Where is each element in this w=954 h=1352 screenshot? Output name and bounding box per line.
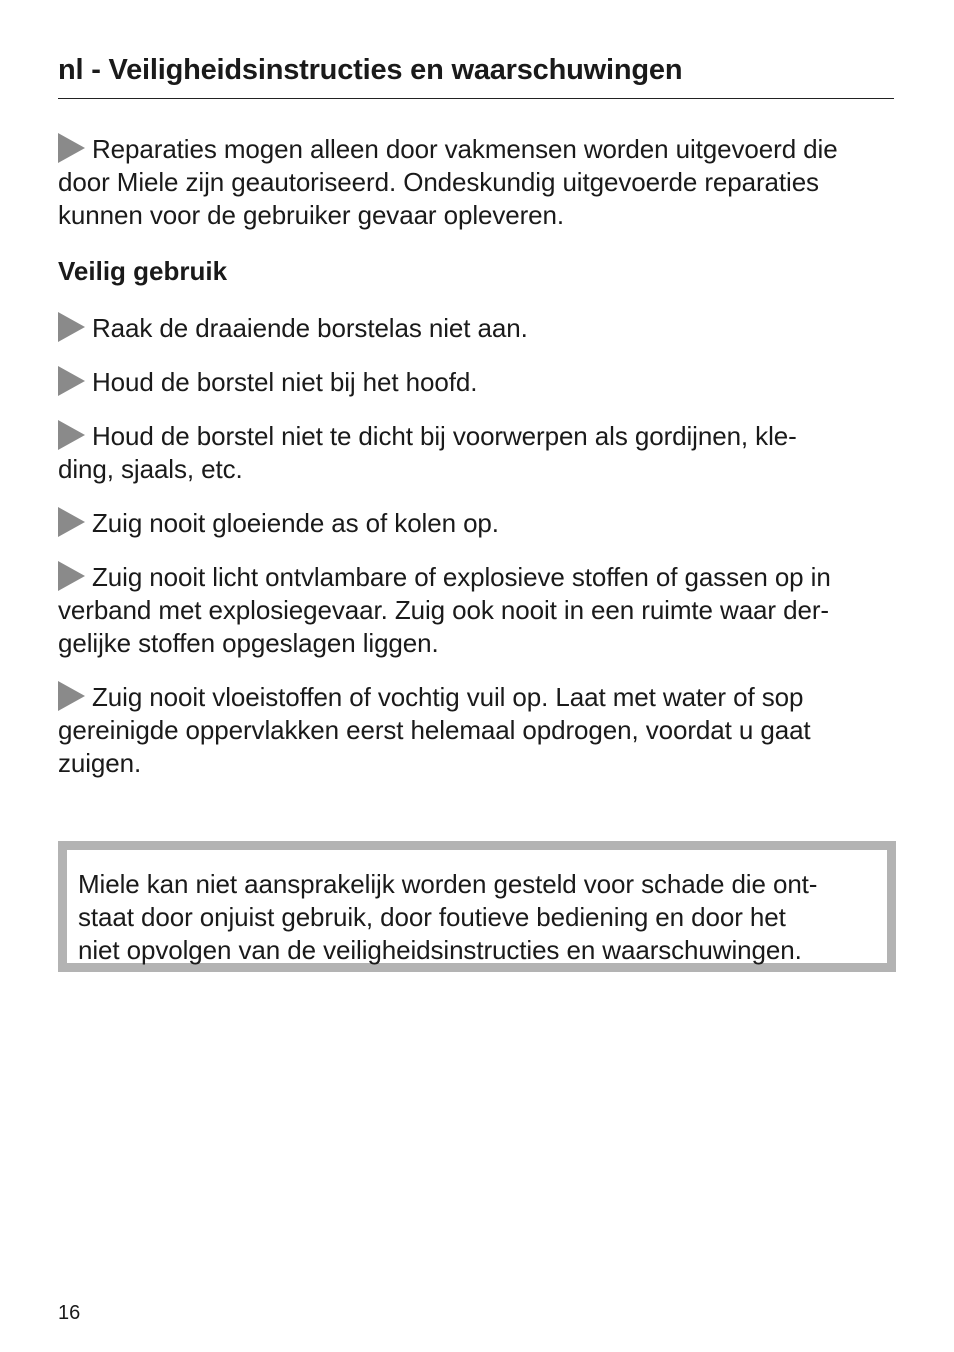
triangle-right-icon — [58, 561, 85, 591]
instruction-text: gelijke stoffen opgeslagen liggen. — [58, 628, 439, 658]
triangle-right-icon — [58, 133, 85, 163]
instruction-item — [58, 133, 894, 232]
page-header — [58, 52, 894, 99]
triangle-right-icon — [58, 312, 85, 342]
liability-notice-box — [58, 841, 896, 972]
instruction-text: Zuig nooit gloeiende as of kolen op. — [92, 508, 499, 538]
section-heading: Veilig gebruik — [58, 256, 228, 286]
notice-line: niet opvolgen van de veiligheidsinstructies en waarschuwingen. — [78, 935, 802, 965]
instruction-text: Zuig nooit vloeistoffen of vochtig vuil op. Laat met water of sop — [92, 682, 804, 712]
instruction-text: Houd de borstel niet te dicht bij voorwerpen als gordijnen, kle- — [92, 421, 797, 451]
instruction-item — [58, 681, 894, 780]
page-number: 16 — [58, 1302, 81, 1324]
notice-line: Miele kan niet aansprakelijk worden gesteld voor schade die ont- — [78, 869, 818, 899]
instruction-text: Houd de borstel niet bij het hoofd. — [92, 367, 478, 397]
instruction-item — [58, 561, 894, 660]
liability-notice-text — [67, 850, 887, 963]
instruction-text: Reparaties mogen alleen door vakmensen worden uitgevoerd die — [92, 134, 838, 164]
page-title: nl - Veiligheidsinstructies en waarschuwingen — [58, 54, 683, 86]
main-content — [58, 133, 894, 801]
triangle-right-icon — [58, 507, 85, 537]
triangle-right-icon — [58, 420, 85, 450]
triangle-right-icon — [58, 681, 85, 711]
instruction-text: zuigen. — [58, 748, 142, 778]
instruction-text: ding, sjaals, etc. — [58, 454, 243, 484]
instruction-text: verband met explosiegevaar. Zuig ook nooit in een ruimte waar der- — [58, 595, 829, 625]
notice-line: staat door onjuist gebruik, door foutieve bediening en door het — [78, 902, 786, 932]
instruction-item — [58, 312, 894, 345]
instruction-text: Raak de draaiende borstelas niet aan. — [92, 313, 528, 343]
triangle-right-icon — [58, 366, 85, 396]
instruction-item — [58, 366, 894, 399]
instruction-text: door Miele zijn geautoriseerd. Ondeskundig uitgevoerde reparaties — [58, 167, 819, 197]
instruction-text: kunnen voor de gebruiker gevaar opleveren. — [58, 200, 565, 230]
instruction-text: Zuig nooit licht ontvlambare of explosieve stoffen of gassen op in — [92, 562, 831, 592]
instruction-text: gereinigde oppervlakken eerst helemaal opdrogen, voordat u gaat — [58, 715, 811, 745]
instruction-item — [58, 420, 894, 486]
instruction-item — [58, 507, 894, 540]
